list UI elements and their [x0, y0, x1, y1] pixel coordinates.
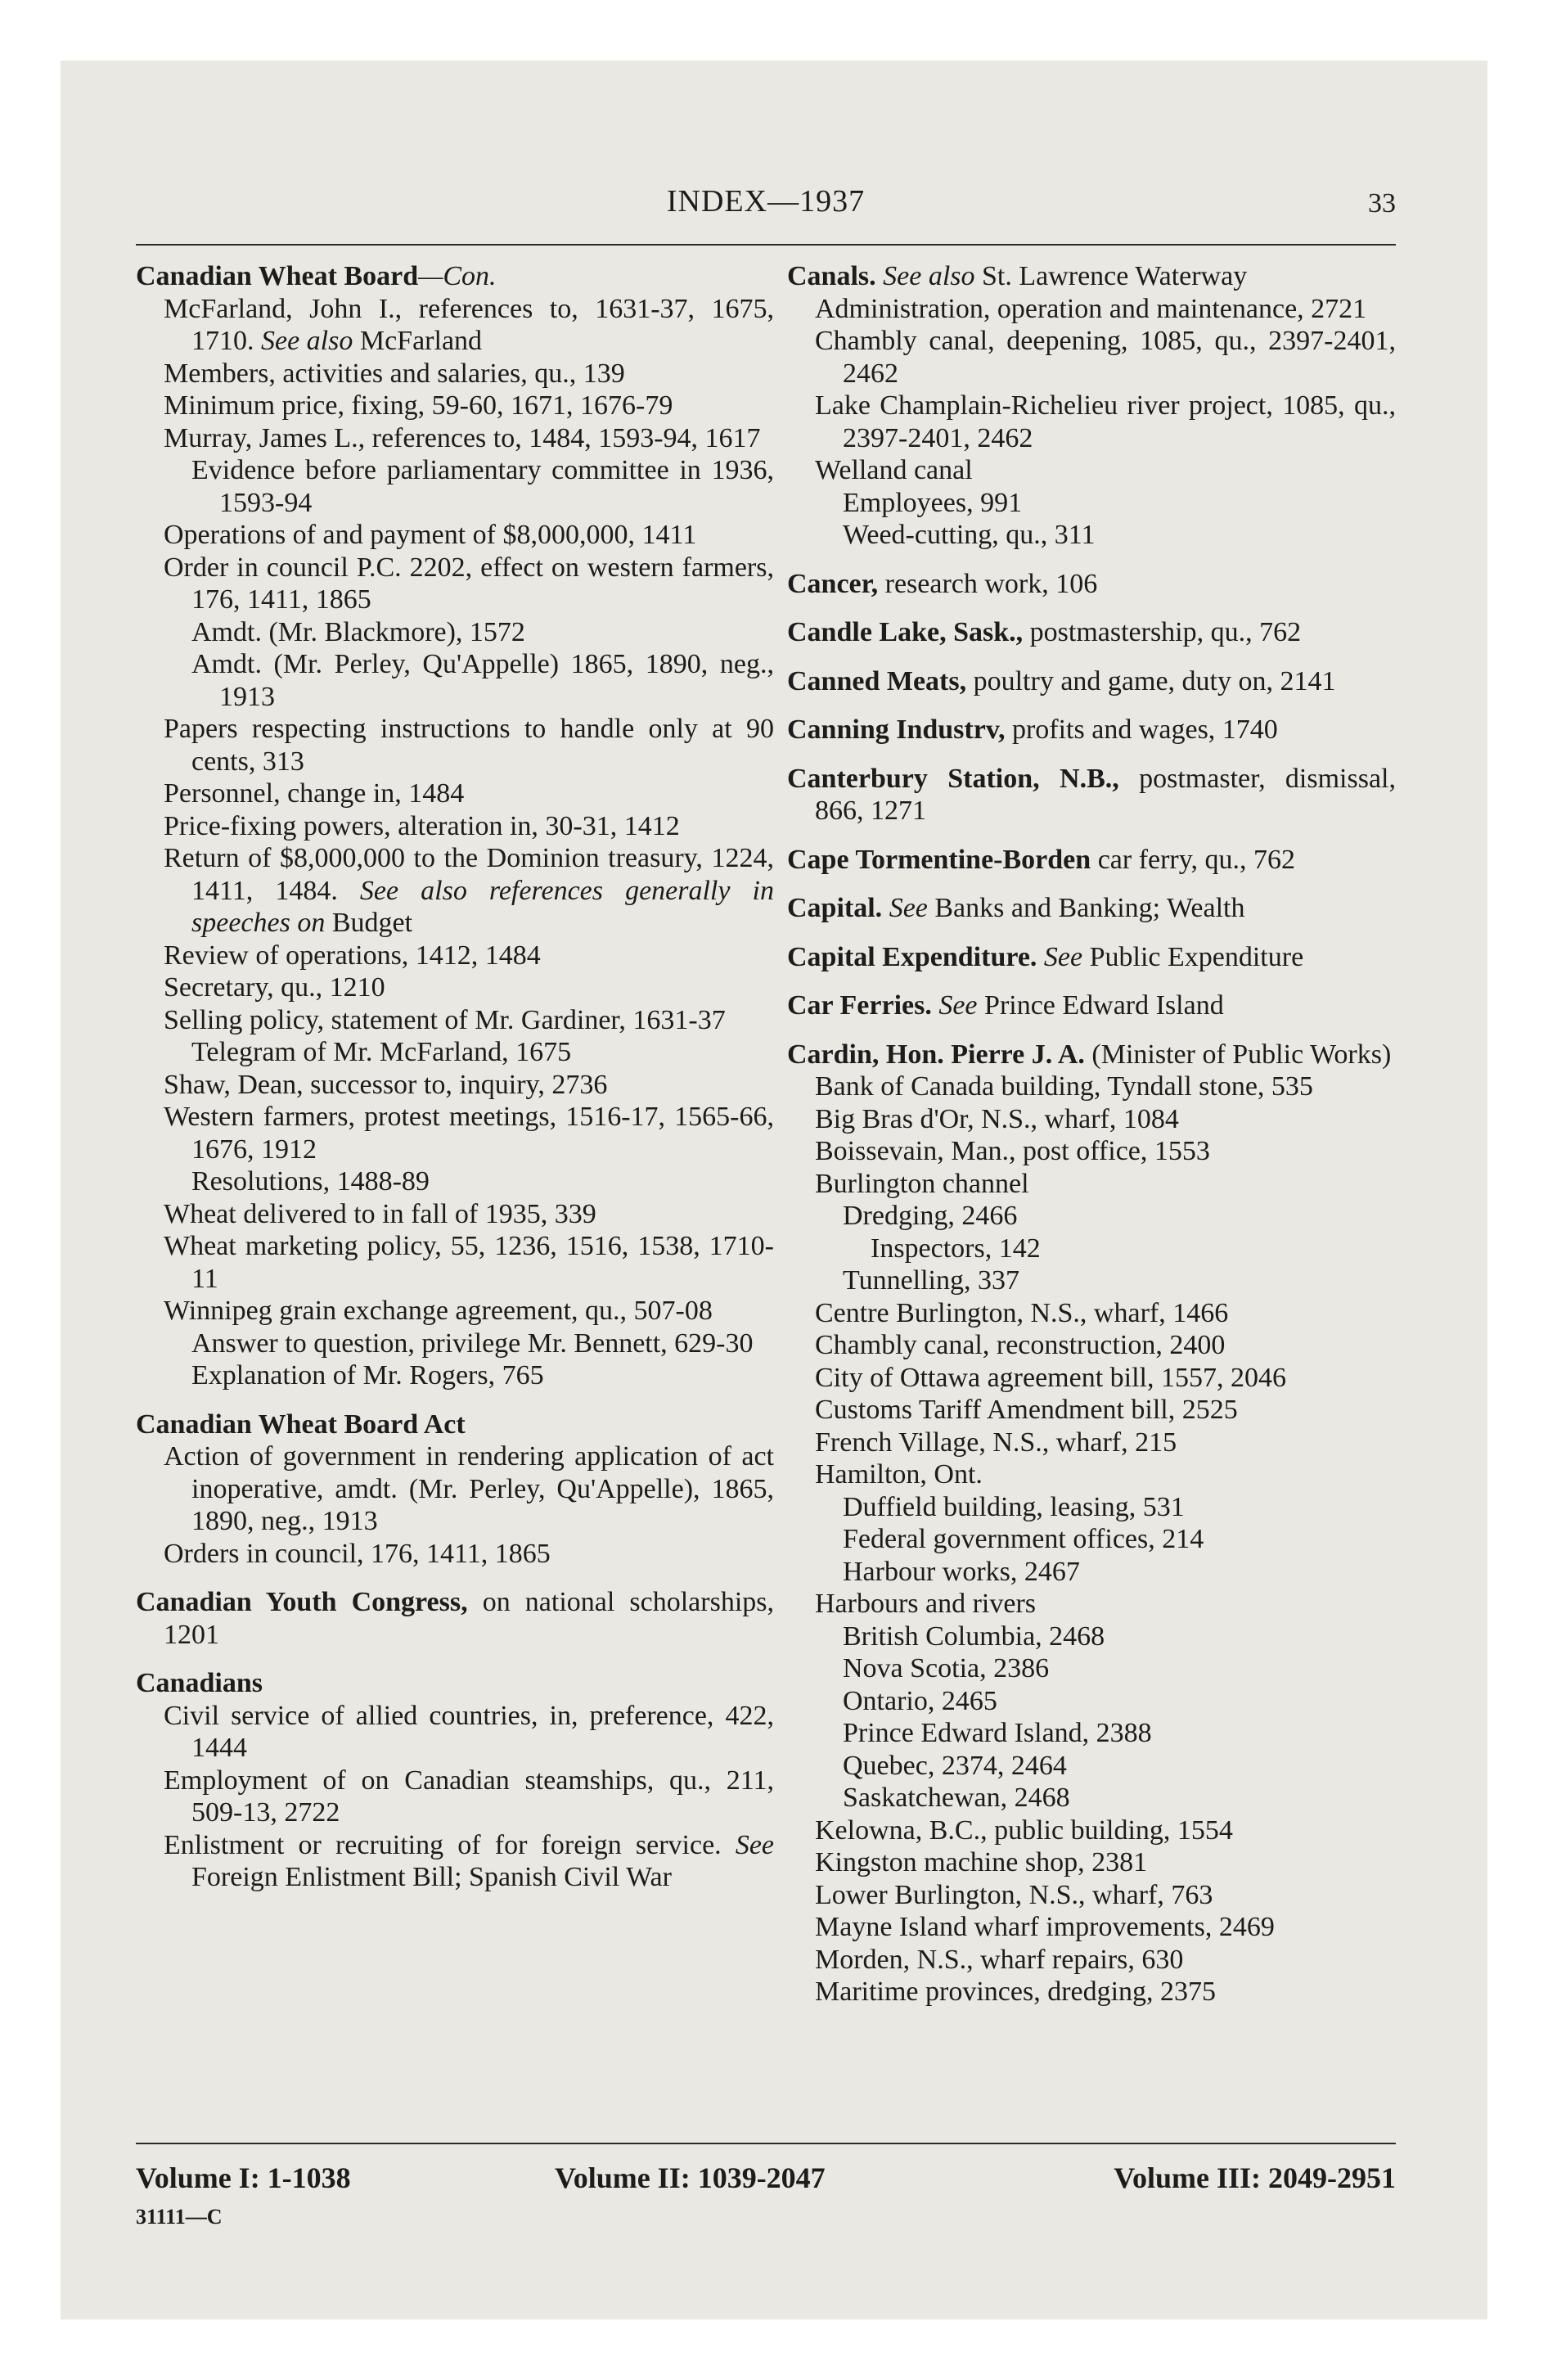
sub-sub-entry: Amdt. (Mr. Perley, Qu'Appelle) 1865, 1890, neg., 1913	[191, 649, 774, 712]
sub-entry: Morden, N.S., wharf repairs, 630	[815, 1944, 1184, 1975]
sub-entry: Personnel, change in, 1484	[164, 778, 465, 809]
right-column	[787, 260, 1396, 2025]
sub-sub-entry: Dredging, 2466	[843, 1201, 1018, 1231]
index-entry-canadian-youth-congress	[136, 1586, 774, 1651]
sub-entry: Order in council P.C. 2202, effect on western farmers, 176, 1411, 1865	[164, 552, 774, 615]
sub-entry: Administration, operation and maintenance, 2721	[815, 293, 1367, 324]
sub-entry: Lake Champlain-Richelieu river project, 1085, qu., 2397-2401, 2462	[815, 390, 1396, 453]
sub-entry: Murray, James L., references to, 1484, 1593-94, 1617	[164, 422, 761, 453]
sub-sub-entry: Resolutions, 1488-89	[191, 1166, 430, 1197]
sub-sub-entry: Telegram of Mr. McFarland, 1675	[191, 1037, 572, 1067]
sub-entry: Bank of Canada building, Tyndall stone, 535	[815, 1071, 1313, 1102]
sub-sub-entry: Harbour works, 2467	[843, 1556, 1080, 1587]
sub-entry: Maritime provinces, dredging, 2375	[815, 1977, 1217, 2007]
sub-sub-entry: Answer to question, privilege Mr. Bennett, 629-30	[191, 1327, 754, 1359]
volume-2-range: Volume II: 1039-2047	[555, 2161, 826, 2194]
index-entry-canals	[787, 260, 1396, 552]
footer-rule	[136, 2143, 1396, 2144]
entry-heading: Capital. See Banks and Banking; Wealth	[787, 893, 1245, 923]
index-entry-canning-industry	[787, 714, 1396, 746]
left-column	[136, 260, 774, 1910]
volume-3-range: Volume III: 2049-2951	[1114, 2161, 1396, 2194]
index-entry-canterbury-station	[787, 763, 1396, 827]
sub-sub-entry: Quebec, 2374, 2464	[843, 1750, 1067, 1781]
entry-heading: Cardin, Hon. Pierre J. A. (Minister of Public Works)	[787, 1039, 1392, 1070]
sub-entry: Wheat delivered to in fall of 1935, 339	[164, 1198, 596, 1229]
print-code: 31111—C	[136, 2205, 223, 2229]
entry-heading: Candle Lake, Sask., postmastership, qu., 762	[787, 617, 1302, 647]
sub-entry: Selling policy, statement of Mr. Gardiner, 1631-37	[164, 1004, 726, 1035]
sub-entry: Shaw, Dean, successor to, inquiry, 2736	[164, 1069, 608, 1100]
sub-entry: Action of government in rendering application of act inoperative, amdt. (Mr. Perley, Qu'Appelle), 1865, 1890, neg., 1913	[164, 1441, 774, 1536]
sub-sub-entry: Tunnelling, 337	[843, 1265, 1020, 1296]
sub-entry: Orders in council, 176, 1411, 1865	[164, 1538, 551, 1569]
sub-entry: Enlistment or recruiting of for foreign service. See Foreign Enlistment Bill; Spanish Civil War	[164, 1829, 774, 1892]
sub-entry: McFarland, John I., references to, 1631-37, 1675, 1710. See also McFarland	[164, 293, 774, 356]
sub-entry: Winnipeg grain exchange agreement, qu., 507-08	[164, 1296, 713, 1326]
sub-entry: Lower Burlington, N.S., wharf, 763	[815, 1879, 1213, 1910]
index-entry-canadians	[136, 1667, 774, 1894]
sub-entry: Secretary, qu., 1210	[164, 972, 385, 1003]
entry-heading: Canadian Wheat Board Act	[136, 1409, 466, 1440]
entry-heading: Canning Industrv, profits and wages, 1740	[787, 714, 1278, 745]
sub-entry: Operations of and payment of $8,000,000, 1411	[164, 520, 697, 550]
sub-entry: Boissevain, Man., post office, 1553	[815, 1136, 1210, 1166]
sub-entry: City of Ottawa agreement bill, 1557, 2046	[815, 1362, 1286, 1393]
sub-entry: Kelowna, B.C., public building, 1554	[815, 1814, 1233, 1846]
volume-footer	[136, 2161, 1396, 2202]
index-entry-canned-meats	[787, 665, 1396, 698]
entry-heading: Cancer, research work, 106	[787, 568, 1098, 599]
sub-entry: Welland canal	[815, 455, 973, 485]
sub-entry: Hamilton, Ont.	[815, 1459, 983, 1490]
index-entry-car-ferries	[787, 989, 1396, 1022]
sub-entry: Price-fixing powers, alteration in, 30-31, 1412	[164, 810, 680, 841]
sub-entry: Chambly canal, reconstruction, 2400	[815, 1330, 1226, 1360]
sub-entry: Western farmers, protest meetings, 1516-17, 1565-66, 1676, 1912	[164, 1102, 774, 1165]
sub-sub-entry: British Columbia, 2468	[843, 1620, 1105, 1652]
index-entry-cancer	[787, 568, 1396, 601]
sub-entry: Members, activities and salaries, qu., 139	[164, 358, 625, 389]
page-number: 33	[1368, 188, 1396, 219]
sub-entry: Civil service of allied countries, in, preference, 422, 1444	[164, 1700, 774, 1763]
sub-entry: Burlington channel	[815, 1168, 1029, 1199]
sub-entry: Employment of on Canadian steamships, qu., 211, 509-13, 2722	[164, 1765, 774, 1828]
sub-entry: Harbours and rivers	[815, 1589, 1037, 1619]
sub-sub-entry: Employees, 991	[843, 487, 1023, 518]
entry-heading: Capital Expenditure. See Public Expenditure	[787, 941, 1304, 972]
entry-heading: Canadian Wheat Board—Con.	[136, 261, 497, 291]
sub-sub-entry: Nova Scotia, 2386	[843, 1653, 1050, 1684]
index-entry-canadian-wheat-board	[136, 260, 774, 1392]
sub-sub-entry: Explanation of Mr. Rogers, 765	[191, 1360, 544, 1391]
sub-entry: Chambly canal, deepening, 1085, qu., 2397-2401, 2462	[815, 326, 1396, 389]
page-header	[136, 178, 1396, 224]
sub-sub-entry: Saskatchewan, 2468	[843, 1783, 1070, 1813]
sub-sub-entry: Duffield building, leasing, 531	[843, 1491, 1185, 1522]
sub-entry: Wheat marketing policy, 55, 1236, 1516, 1538, 1710-11	[164, 1231, 774, 1294]
sub-entry: Customs Tariff Amendment bill, 2525	[815, 1395, 1238, 1425]
sub-sub-entry: Amdt. (Mr. Blackmore), 1572	[191, 616, 525, 647]
sub-sub-entry: Evidence before parliamentary committee in 1936, 1593-94	[191, 455, 774, 518]
sub-entry: Kingston machine shop, 2381	[815, 1847, 1148, 1877]
sub-sub-sub-entry: Inspectors, 142	[871, 1233, 1041, 1264]
index-entry-candle-lake	[787, 616, 1396, 649]
running-title: INDEX—1937	[666, 184, 866, 219]
entry-heading: Cape Tormentine-Borden car ferry, qu., 762	[787, 844, 1296, 875]
sub-entry: Big Bras d'Or, N.S., wharf, 1084	[815, 1103, 1179, 1134]
index-entry-cardin	[787, 1039, 1396, 2008]
sub-entry: French Village, N.S., wharf, 215	[815, 1427, 1177, 1458]
index-entry-capital	[787, 892, 1396, 925]
header-rule	[136, 244, 1396, 246]
sub-entry: Mayne Island wharf improvements, 2469	[815, 1912, 1275, 1942]
entry-heading: Canadians	[136, 1668, 263, 1698]
index-entry-canadian-wheat-board-act	[136, 1409, 774, 1571]
volume-1-range: Volume I: 1-1038	[136, 2161, 351, 2194]
entry-heading: Canterbury Station, N.B., postmaster, dismissal, 866, 1271	[787, 763, 1397, 826]
index-entry-capital-expenditure	[787, 941, 1396, 974]
entry-heading: Canned Meats, poultry and game, duty on, 2141	[787, 665, 1336, 696]
sub-entry: Review of operations, 1412, 1484	[164, 940, 541, 971]
sub-entry: Minimum price, fixing, 59-60, 1671, 1676-79	[164, 390, 673, 421]
sub-sub-entry: Federal government offices, 214	[843, 1524, 1204, 1554]
index-entry-cape-tormentine	[787, 844, 1396, 877]
entry-heading: Canals. See also St. Lawrence Waterway	[787, 261, 1248, 291]
entry-heading: Canadian Youth Congress, on national scholarships, 1201	[136, 1587, 775, 1650]
sub-entry: Return of $8,000,000 to the Dominion treasury, 1224, 1411, 1484. See also references generally in speeches on Budget	[164, 843, 774, 938]
sub-sub-entry: Prince Edward Island, 2388	[843, 1718, 1152, 1748]
sub-entry: Papers respecting instructions to handle only at 90 cents, 313	[164, 714, 774, 777]
sub-sub-entry: Ontario, 2465	[843, 1685, 997, 1716]
entry-heading: Car Ferries. See Prince Edward Island	[787, 990, 1224, 1021]
sub-sub-entry: Weed-cutting, qu., 311	[843, 520, 1096, 550]
sub-entry: Centre Burlington, N.S., wharf, 1466	[815, 1297, 1229, 1328]
